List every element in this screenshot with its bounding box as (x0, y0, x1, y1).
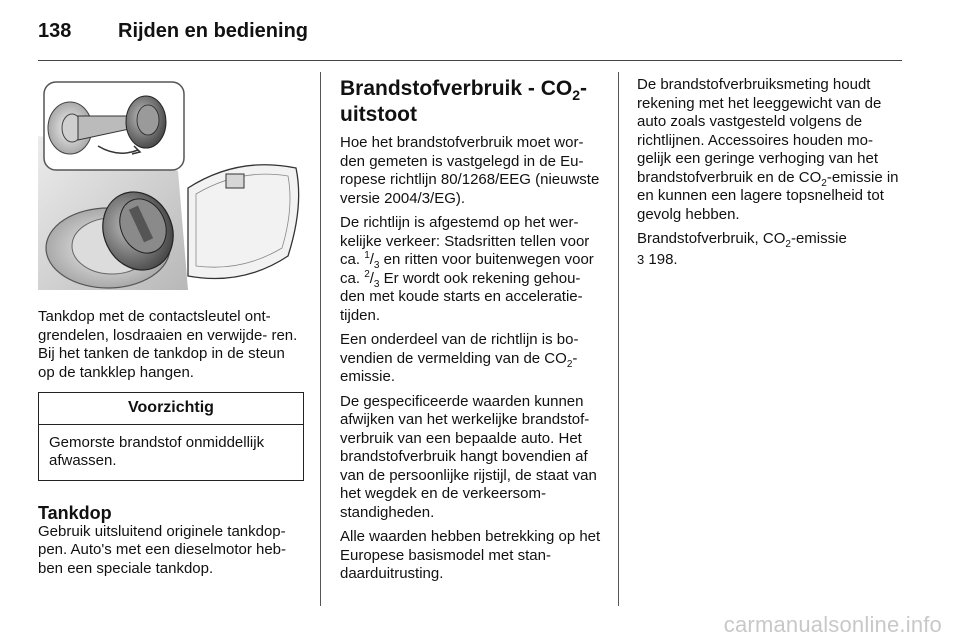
text-run: De brandstofverbruiksmeting houdt rekening met het leeggewicht van de auto zoals vastgesteld volgens de richtlijnen. Accessoires houden mo- gelijk een geringe verhoging van het brandstofverbruik en de CO (637, 76, 882, 186)
paragraph: Alle waarden hebben betrekking op het Europese basismodel met stan- daarduitrusting. (340, 528, 601, 582)
page-header (38, 18, 918, 58)
text-run: -emissie in en kunnen een lagere topsnelheid tot gevolg hebben. (637, 168, 899, 223)
figure-caption: Tankdop met de contactsleutel ont- grendelen, losdraaien en verwijde- ren. Bij het tanken de tankdop in de steun op de tankklep hangen. (38, 308, 298, 381)
column-divider-2 (618, 72, 619, 606)
fraction-denominator: 3 (373, 278, 380, 290)
paragraph: De gespecificeerde waarden kunnen afwijken van het werkelijke brandstof- verbruik van een bepaalde auto. Het brandstofverbruik hangt bovendien af van de persoonlijke rijstijl, de staat van het wegdek en de verkeersom- standigheden. (340, 392, 597, 521)
paragraph: De richtlijn is afgestemd op het wer- kelijke verkeer: Stadsritten tellen voor ca. $^1/_3$ en ritten voor buitenwegen voor ca. $^2/_3$ Er wordt ook rekening gehou- den met koude starts en acceleratie- tijden. (340, 214, 594, 324)
text-run: en ritten voor buitenwegen voor ca. (340, 251, 594, 287)
title-subscript: 2 (572, 87, 580, 104)
text-run: -emissie (790, 230, 847, 247)
tankdop-text: Gebruik uitsluitend originele tankdop- pen. Auto's met een dieselmotor heb- ben een speciale tankdop. (38, 522, 287, 577)
chapter-title: Rijden en bediening (118, 20, 309, 42)
cross-reference[interactable] (637, 251, 907, 270)
header-divider (38, 60, 902, 61)
column-3 (637, 76, 907, 275)
column-2 (340, 76, 606, 590)
paragraph (637, 230, 907, 249)
reference-page: 198. (644, 250, 678, 268)
page-number: 138 (38, 20, 72, 42)
watermark: carmanualsonline.info (723, 612, 942, 637)
text-run: Er wordt ook rekening gehou- den met koude starts en acceleratie- tijden. (340, 269, 583, 324)
fraction-numerator: 1 (364, 250, 370, 261)
caution-text: Gemorste brandstof onmiddellijk afwassen. (49, 433, 265, 469)
text-run: De richtlijn is afgestemd op het wer- kelijke verkeer: Stadsritten tellen voor ca. (340, 214, 590, 268)
text-run: -emissie. (340, 349, 578, 385)
title-part: Brandstofverbruik - CO (340, 77, 573, 100)
fraction-denominator: 3 (373, 260, 380, 271)
fraction-numerator: 2 (364, 268, 370, 280)
subscript: 2 (566, 358, 573, 370)
fuel-cap-drawing (38, 76, 304, 290)
column-1 (38, 76, 304, 584)
title-part: -uitstoot (340, 77, 587, 126)
caution-title: Voorzichtig (39, 393, 303, 425)
text-run: Een onderdeel van de richtlijn is bo- vendien de vermelding van de CO (340, 331, 579, 367)
paragraph (637, 76, 907, 224)
fuel-cap-illustration (38, 76, 304, 290)
column-divider-1 (320, 72, 321, 606)
reference-arrow-icon: 3 (637, 251, 645, 267)
paragraph (340, 331, 606, 387)
section-title (340, 76, 606, 128)
subscript: 2 (785, 239, 791, 250)
subscript: 2 (821, 177, 827, 189)
paragraph: Hoe het brandstofverbruik moet wor- den gemeten is vastgelegd in de Eu- ropese richtlijn 80/1268/EEG (nieuwste versie 2004/3/EG). (340, 134, 600, 207)
tankdop-heading: Tankdop (38, 502, 112, 523)
text-run: Brandstofverbruik, CO (637, 230, 786, 247)
caution-box (38, 392, 304, 481)
